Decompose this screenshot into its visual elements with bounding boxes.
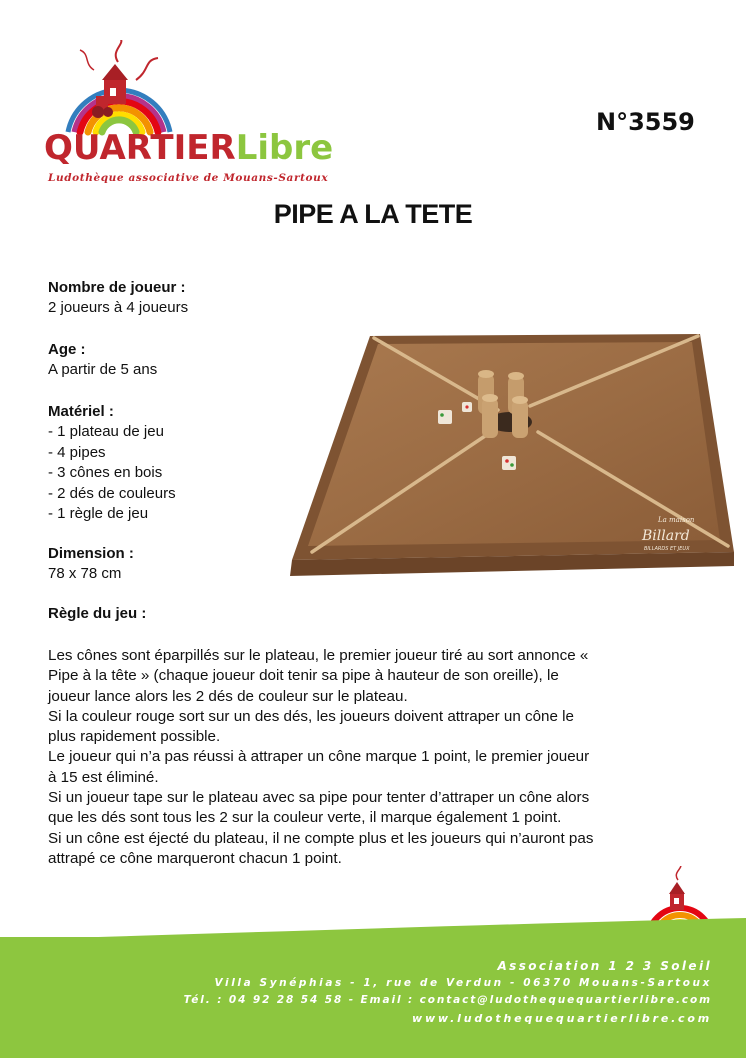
list-item: - 3 cônes en bois: [48, 464, 163, 481]
footer: [0, 937, 746, 1058]
rules-line: Pipe à la tête » (chaque joueur doit tenir sa pipe à hauteur de son oreille), le: [48, 667, 559, 685]
age-value: A partir de 5 ans: [48, 361, 158, 378]
footer-contact: Tél. : 04 92 28 54 58 - Email : contact@ludothequequartierlibre.com: [183, 994, 712, 1006]
footer-website: www.ludothequequartierlibre.com: [412, 1012, 712, 1025]
dimension-label: Dimension :: [48, 545, 134, 562]
rules-line: Si un joueur tape sur le plateau avec sa pipe pour tenter d’attraper un cône alors: [48, 789, 590, 807]
rules-line: à 15 est éliminé.: [48, 768, 159, 786]
game-board-photo: [282, 314, 736, 578]
players-value: 2 joueurs à 4 joueurs: [48, 299, 189, 316]
dimension-value: 78 x 78 cm: [48, 565, 122, 582]
age-label: Age :: [48, 341, 86, 358]
material-label: Matériel :: [48, 403, 114, 420]
rules-label: Règle du jeu :: [48, 605, 147, 622]
watermark-line1: La maison: [658, 516, 695, 524]
rules-line: Si un cône est éjecté du plateau, il ne compte plus et les joueurs qui n’auront pas: [48, 829, 594, 847]
logo-word-quartier: QUARTIER: [44, 128, 236, 168]
rules-line: joueur lance alors les 2 dés de couleur sur le plateau.: [48, 687, 408, 705]
logo-wordmark: [44, 128, 333, 168]
watermark-line2: Billard: [642, 528, 690, 544]
logo-subtitle: Ludothèque associative de Mouans-Sartoux: [48, 172, 329, 184]
logo-word-libre: Libre: [235, 128, 334, 168]
list-item: - 2 dés de couleurs: [48, 484, 176, 502]
footer-association: Association 1 2 3 Soleil: [497, 959, 712, 973]
players-label: Nombre de joueur :: [48, 279, 186, 296]
reference-number: N°3559: [596, 108, 695, 136]
rules-line: attrapé ce cône marqueront chacun 1 point.: [48, 849, 342, 867]
material-list: [48, 422, 176, 525]
rules-line: que les dés sont tous les 2 sur la couleur verte, il marque également 1 point.: [48, 809, 562, 827]
list-item: - 1 plateau de jeu: [48, 423, 164, 440]
page-title: PIPE A LA TETE: [273, 199, 473, 229]
rules-text: [48, 646, 708, 869]
rules-line: Si la couleur rouge sort sur un des dés, les joueurs doivent attraper un cône le: [48, 707, 574, 725]
rules-line: Les cônes sont éparpillés sur le plateau, le premier joueur tiré au sort annonce «: [48, 647, 589, 664]
footer-address: Villa Synéphias - 1, rue de Verdun - 06370 Mouans-Sartoux: [214, 977, 712, 989]
rules-line: Le joueur qui n’a pas réussi à attraper un cône marque 1 point, le premier joueur: [48, 748, 590, 766]
watermark-line3: BILLARDS ET JEUX: [644, 546, 690, 552]
rules-line: plus rapidement possible.: [48, 728, 221, 746]
list-item: - 1 règle de jeu: [48, 505, 149, 522]
list-item: - 4 pipes: [48, 443, 106, 461]
